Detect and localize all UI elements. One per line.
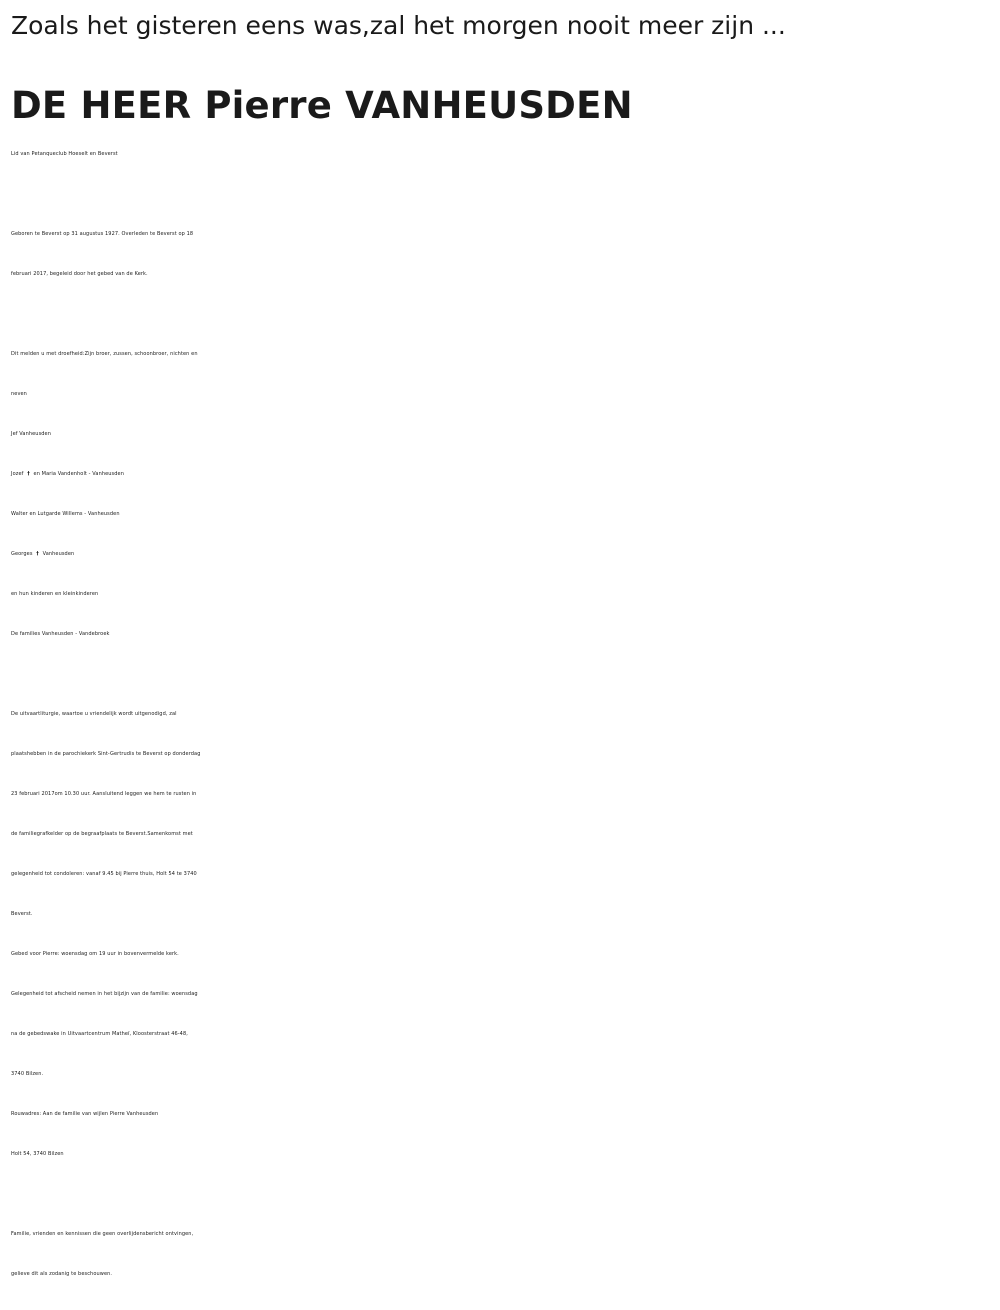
family-member-jef: Jef Vanheusden xyxy=(11,431,52,437)
jozef-rest: en Maria Vandenholt - Vanheusden xyxy=(33,471,124,477)
family-member-georges xyxy=(11,534,991,574)
funeral-paragraph xyxy=(11,694,991,1174)
funeral-line: plaatshebben in de parochiekerk Sint-Gertrudis te Beverst op donderdag xyxy=(11,751,201,757)
closing-paragraph xyxy=(11,1214,991,1294)
funeral-line: gelegenheid tot condoleren: vanaf 9.45 bij Pierre thuis, Holt 54 te 3740 xyxy=(11,871,197,877)
family-intro-line: neven xyxy=(11,391,27,397)
family-families: De families Vanheusden - Vandebroek xyxy=(11,631,110,637)
georges-rest: Vanheusden xyxy=(42,551,75,557)
closing-line: gelieve dit als zodanig te beschouwen. xyxy=(11,1271,113,1277)
subtitle-block xyxy=(11,134,991,174)
family-paragraph xyxy=(11,334,991,654)
farewell-line: Gelegenheid tot afscheid nemen in het bijzijn van de familie: woensdag xyxy=(11,991,198,997)
closing-line: Familie, vrienden en kennissen die geen overlijdensbericht ontvingen, xyxy=(11,1231,194,1237)
funeral-line: de familiegrafkelder op de begraafplaats te Beverst.Samenkomst met xyxy=(11,831,193,837)
family-member-walter: Walter en Lutgarde Willems - Vanheusden xyxy=(11,511,120,517)
birth-death-paragraph xyxy=(11,214,991,294)
subtitle: Lid van Petanqueclub Hoeselt en Beverst xyxy=(11,151,118,157)
farewell-line: 3740 Bilzen. xyxy=(11,1071,44,1077)
farewell-line: na de gebedswake in Uitvaartcentrum Matheï, Kloosterstraat 46-48, xyxy=(11,1031,188,1037)
birth-death-line: februari 2017, begeleid door het gebed van de Kerk. xyxy=(11,271,148,277)
georges-name: Georges xyxy=(11,551,33,557)
jozef-name: Jozef xyxy=(11,471,24,477)
funeral-line: Beverst. xyxy=(11,911,33,917)
cross-icon: † xyxy=(27,471,30,477)
mourning-address-line: Holt 54, 3740 Bilzen xyxy=(11,1151,64,1157)
family-member-jozef xyxy=(11,454,991,494)
page-title: DE HEER Pierre VANHEUSDEN xyxy=(11,84,633,127)
family-intro-line: Dit melden u met droefheid:Zijn broer, zussen, schoonbroer, nichten en xyxy=(11,351,198,357)
family-kinderen: en hun kinderen en kleinkinderen xyxy=(11,591,99,597)
cross-icon: † xyxy=(36,551,39,557)
motto-text: Zoals het gisteren eens was,zal het morgen nooit meer zijn ... xyxy=(11,11,786,40)
birth-death-line: Geboren te Beverst op 31 augustus 1927. Overleden te Beverst op 18 xyxy=(11,231,194,237)
funeral-line: 23 februari 2017om 10.30 uur. Aansluitend leggen we hem te rusten in xyxy=(11,791,197,797)
funeral-line: De uitvaartliturgie, waartoe u vriendelijk wordt uitgenodigd, zal xyxy=(11,711,177,717)
prayer-line: Gebed voor Pierre: woensdag om 19 uur in bovenvermelde kerk. xyxy=(11,951,179,957)
mourning-address-line: Rouwadres: Aan de familie van wijlen Pierre Vanheusden xyxy=(11,1111,159,1117)
